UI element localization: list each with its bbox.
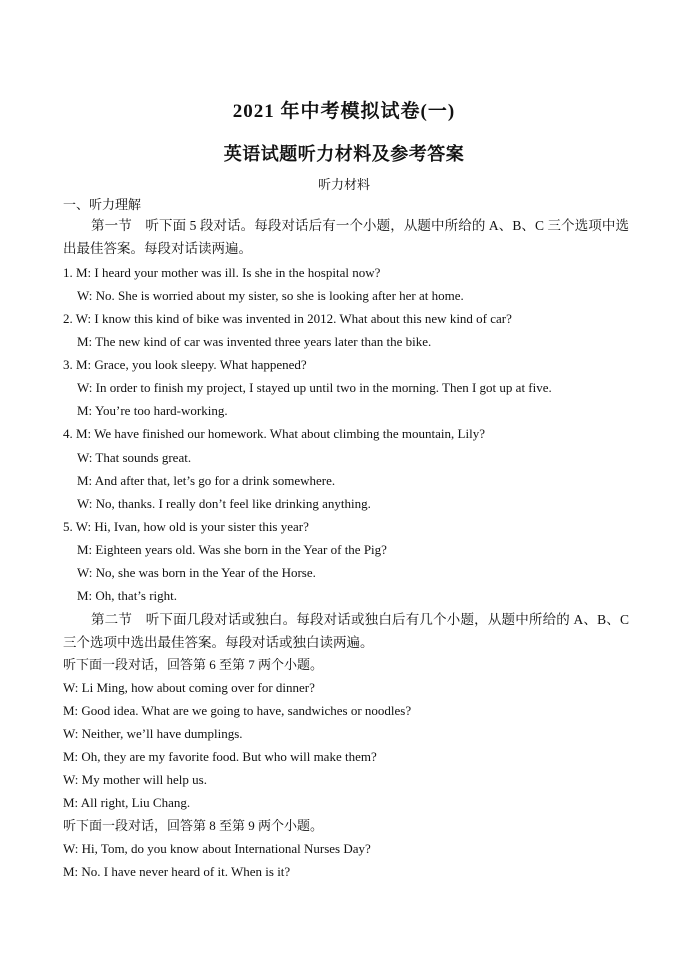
dialogue-line: 1. M: I heard your mother was ill. Is she in the hospital now?: [63, 265, 381, 280]
part-heading: 一、听力理解: [63, 197, 142, 212]
section2-instruction: 第二节 听下面几段对话或独白。每段对话或独白后有几个小题，从题中所给的 A、B、C 三个选项中选出最佳答案。每段对话或独白读两遍。: [63, 612, 629, 650]
dialogue-line: M: You’re too hard-working.: [77, 403, 228, 418]
dialogue-line: M: Good idea. What are we going to have, sandwiches or noodles?: [63, 703, 412, 718]
dialogue-line: M: And after that, let’s go for a drink somewhere.: [77, 473, 336, 488]
dialogue-line: 5. W: Hi, Ivan, how old is your sister this year?: [63, 519, 309, 534]
dialogue-line: 2. W: I know this kind of bike was invented in 2012. What about this new kind of car?: [63, 311, 512, 326]
dialogue-line: W: Li Ming, how about coming over for dinner?: [63, 680, 315, 695]
document-subtitle: 英语试题听力材料及参考答案: [223, 144, 465, 164]
dialogue-line: M: Oh, they are my favorite food. But who will make them?: [63, 749, 377, 764]
section-title: 听力材料: [317, 177, 370, 192]
dialogue-line: M: Oh, that’s right.: [77, 588, 178, 603]
dialogue-line: W: My mother will help us.: [63, 772, 207, 787]
dialogue-line: M: Eighteen years old. Was she born in the Year of the Pig?: [77, 542, 387, 557]
dialogue-line: W: That sounds great.: [77, 450, 192, 465]
section1-instruction: 第一节 听下面 5 段对话。每段对话后有一个小题，从题中所给的 A、B、C 三个选项中选出最佳答案。每段对话读两遍。: [63, 218, 629, 256]
dialogue-line: W: Neither, we’ll have dumplings.: [63, 726, 243, 741]
dialogue-line: M: No. I have never heard of it. When is it?: [63, 864, 291, 879]
dialogue-line: W: In order to finish my project, I stayed up until two in the morning. Then I got up at five.: [77, 380, 552, 395]
dialogue-line: 3. M: Grace, you look sleepy. What happened?: [63, 357, 307, 372]
document-title: 2021 年中考模拟试卷(一): [232, 101, 456, 122]
dialogue-line: M: All right, Liu Chang.: [63, 795, 191, 810]
listening-intro: 听下面一段对话，回答第 8 至第 9 两个小题。: [63, 818, 324, 833]
dialogue-line: W: Hi, Tom, do you know about International Nurses Day?: [63, 841, 371, 856]
listening-intro: 听下面一段对话，回答第 6 至第 7 两个小题。: [63, 657, 324, 672]
dialogue-line: W: No, she was born in the Year of the Horse.: [77, 565, 316, 580]
dialogue-line: M: The new kind of car was invented three years later than the bike.: [77, 334, 432, 349]
dialogue-line: W: No. She is worried about my sister, so she is looking after her at home.: [77, 288, 464, 303]
dialogue-line: 4. M: We have finished our homework. What about climbing the mountain, Lily?: [63, 426, 485, 441]
dialogue-line: W: No, thanks. I really don’t feel like drinking anything.: [77, 496, 371, 511]
